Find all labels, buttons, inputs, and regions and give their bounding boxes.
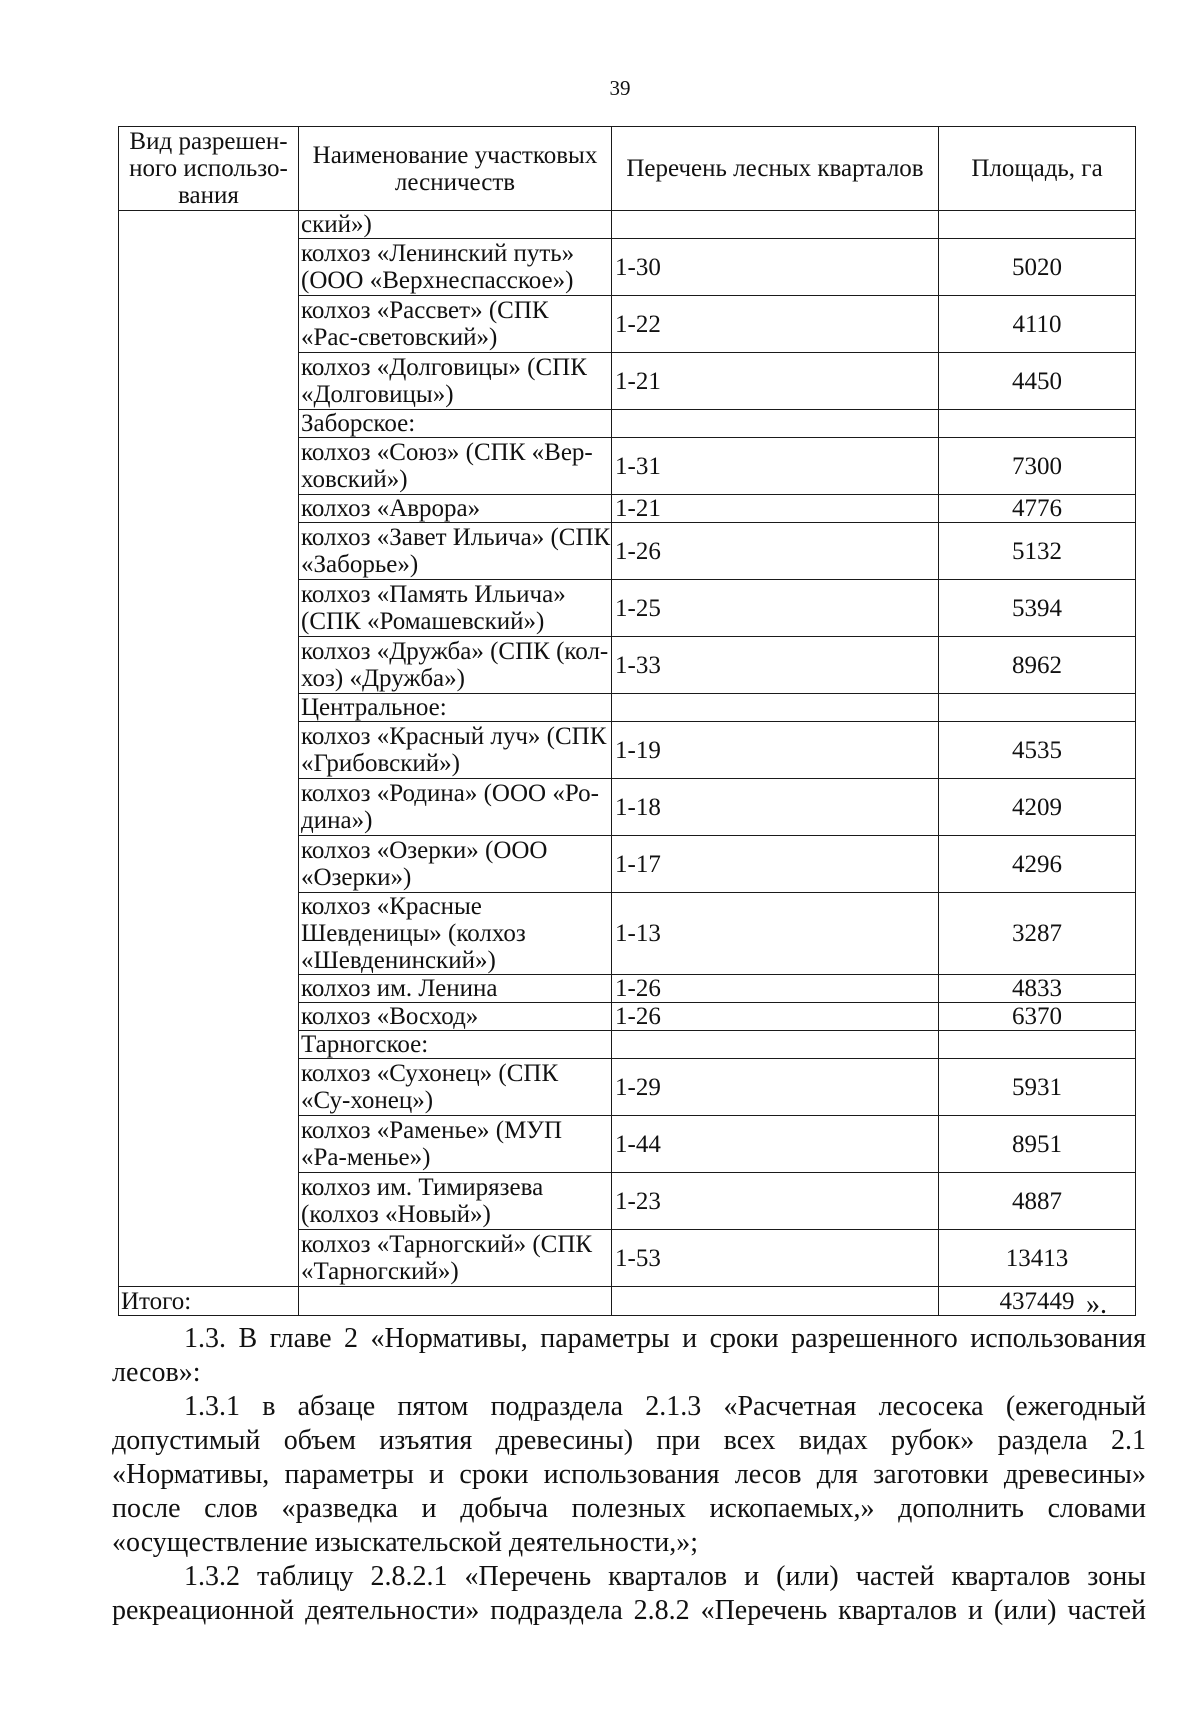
quarters-cell [612,1031,939,1059]
area-cell: 5394 [939,580,1136,637]
quarters-cell: 1-29 [612,1059,939,1116]
header-area: Площадь, га [939,127,1136,211]
quarters-cell: 1-21 [612,495,939,523]
forestry-name-cell: колхоз «Союз» (СПК «Вер-ховский») [299,438,612,495]
area-cell: 4450 [939,353,1136,410]
usage-type-cell [119,211,299,1287]
table-row [119,211,1136,239]
area-cell: 8962 [939,637,1136,694]
forestry-name-cell: ский») [299,211,612,239]
quarters-cell: 1-33 [612,637,939,694]
area-cell [939,1031,1136,1059]
area-cell: 5020 [939,239,1136,296]
area-cell: 5132 [939,523,1136,580]
header-forestry-name: Наименование участковых лесничеств [299,127,612,211]
quarters-cell: 1-30 [612,239,939,296]
area-cell: 4535 [939,722,1136,779]
table-total-row [119,1287,1136,1316]
table-header-row [119,127,1136,211]
forestry-name-cell: колхоз «Ленинский путь» (ООО «Верхнеспасское») [299,239,612,296]
quarters-cell: 1-31 [612,438,939,495]
forestry-name-cell: колхоз им. Тимирязева (колхоз «Новый») [299,1173,612,1230]
area-cell [939,410,1136,438]
total-empty-cell [612,1287,939,1316]
area-cell: 4296 [939,836,1136,893]
closing-quote: ». [1086,1289,1107,1320]
forestry-group-cell: Центральное: [299,694,612,722]
quarters-cell [612,694,939,722]
quarters-cell: 1-26 [612,975,939,1003]
paragraph-1-3: 1.3. В главе 2 «Нормативы, параметры и сроки разрешенного использования лесов»: [112,1323,1146,1388]
area-cell: 4209 [939,779,1136,836]
quarters-cell: 1-21 [612,353,939,410]
quarters-cell [612,410,939,438]
document-body-text [112,1322,1146,1628]
forestry-group-cell: Заборское: [299,410,612,438]
paragraph-1-3-2: 1.3.2 таблицу 2.8.2.1 «Перечень кварталов и (или) частей кварталов зоны рекреационной деятельности» подраздела 2.8.2 «Перечень кварталов и (или) частей [112,1561,1146,1626]
quarters-cell: 1-17 [612,836,939,893]
area-cell: 4110 [939,296,1136,353]
forest-quarters-table [118,126,1136,1316]
header-quarters-list: Перечень лесных кварталов [612,127,939,211]
area-cell: 4833 [939,975,1136,1003]
area-cell: 4776 [939,495,1136,523]
forestry-name-cell: колхоз «Родина» (ООО «Ро-дина») [299,779,612,836]
forestry-name-cell: колхоз «Дружба» (СПК (кол-хоз) «Дружба») [299,637,612,694]
quarters-cell: 1-22 [612,296,939,353]
forestry-name-cell: колхоз «Восход» [299,1003,612,1031]
forestry-name-cell: колхоз «Завет Ильича» (СПК «Заборье») [299,523,612,580]
quarters-cell: 1-26 [612,523,939,580]
quarters-cell: 1-44 [612,1116,939,1173]
area-cell: 8951 [939,1116,1136,1173]
forestry-name-cell: колхоз «Раменье» (МУП «Ра-менье») [299,1116,612,1173]
forestry-name-cell: колхоз им. Ленина [299,975,612,1003]
header-usage-type: Вид разрешен-ного использо-вания [119,127,299,211]
quarters-cell: 1-26 [612,1003,939,1031]
forestry-group-cell: Тарногское: [299,1031,612,1059]
area-cell: 4887 [939,1173,1136,1230]
forestry-name-cell: колхоз «Красные Шевденицы» (колхоз «Шевденинский») [299,893,612,975]
area-cell [939,694,1136,722]
total-area: 437449 [939,1287,1136,1316]
area-cell [939,211,1136,239]
forestry-name-cell: колхоз «Озерки» (ООО «Озерки») [299,836,612,893]
forestry-name-cell: колхоз «Аврора» [299,495,612,523]
total-label: Итого: [119,1287,299,1316]
area-cell: 3287 [939,893,1136,975]
forestry-name-cell: колхоз «Рассвет» (СПК «Рас-световский») [299,296,612,353]
quarters-cell [612,211,939,239]
quarters-cell: 1-18 [612,779,939,836]
forestry-name-cell: колхоз «Красный луч» (СПК «Грибовский») [299,722,612,779]
forestry-name-cell: колхоз «Долговицы» (СПК «Долговицы») [299,353,612,410]
quarters-cell: 1-13 [612,893,939,975]
total-empty-cell [299,1287,612,1316]
forestry-name-cell: колхоз «Сухонец» (СПК «Су-хонец») [299,1059,612,1116]
quarters-cell: 1-19 [612,722,939,779]
forestry-name-cell: колхоз «Тарногский» (СПК «Тарногский») [299,1230,612,1287]
forestry-name-cell: колхоз «Память Ильича» (СПК «Ромашевский») [299,580,612,637]
area-cell: 7300 [939,438,1136,495]
area-cell: 13413 [939,1230,1136,1287]
paragraph-1-3-1: 1.3.1 в абзаце пятом подраздела 2.1.3 «Расчетная лесосека (ежегодный допустимый объем изъятия древесины) при всех видах рубок» раздела 2.1 «Нормативы, параметры и сроки использования лесов для заготовки древесины» после слов «разведка и добыча полезных ископаемых,» дополнить словами «осуществление изыскательской деятельности,»; [112,1391,1146,1558]
area-cell: 5931 [939,1059,1136,1116]
page-number: 39 [609,76,631,100]
quarters-cell: 1-25 [612,580,939,637]
area-cell: 6370 [939,1003,1136,1031]
quarters-cell: 1-53 [612,1230,939,1287]
quarters-cell: 1-23 [612,1173,939,1230]
